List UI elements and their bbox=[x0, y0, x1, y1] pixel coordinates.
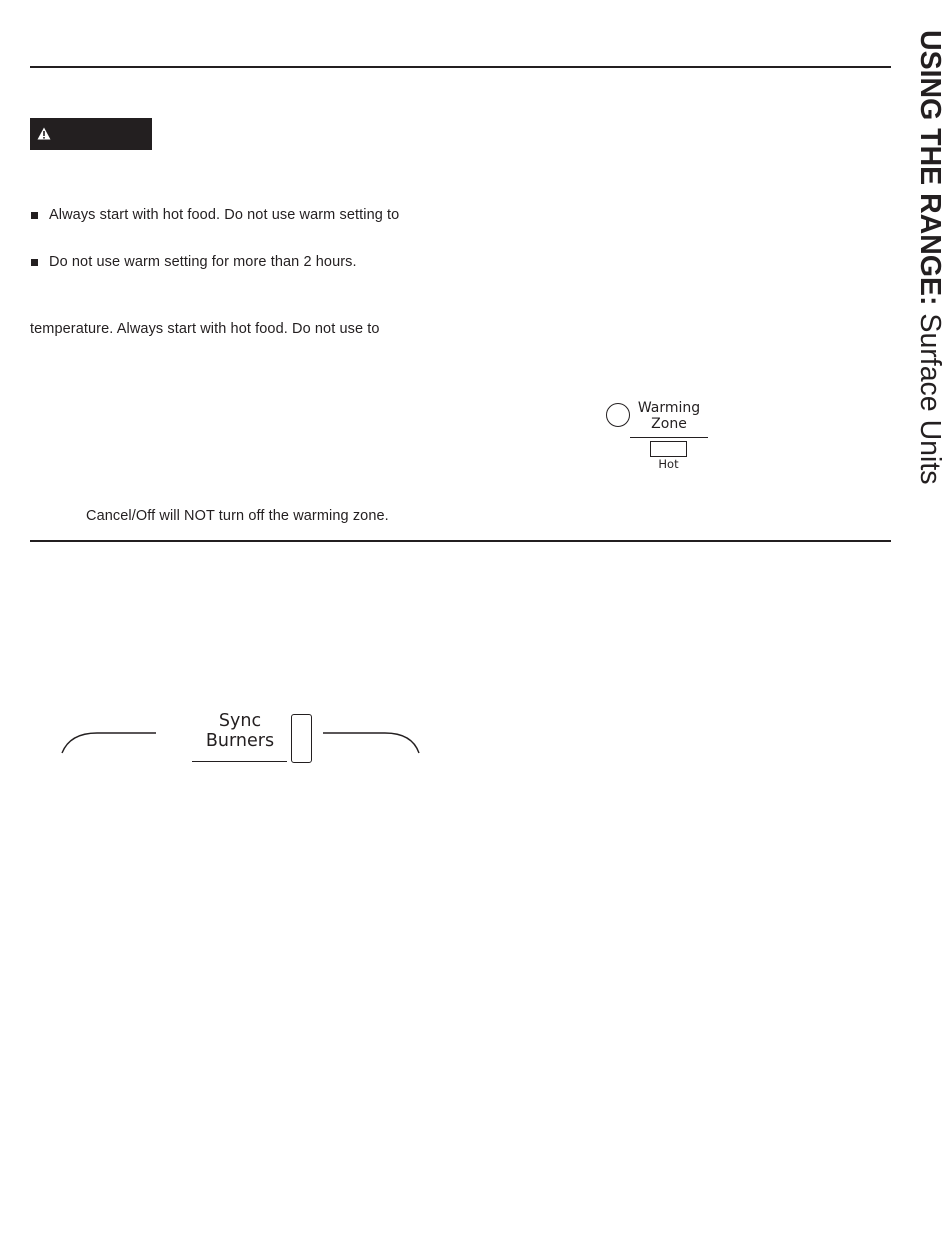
warming-zone-control-illustration bbox=[600, 398, 715, 478]
cancel-note: Cancel/Off will NOT turn off the warming zone. bbox=[86, 508, 389, 524]
bullet-square-icon bbox=[31, 212, 38, 219]
warming-zone-indicator-light bbox=[650, 441, 687, 457]
sync-burners-control-illustration bbox=[55, 705, 425, 775]
warming-zone-indicator-circle bbox=[606, 403, 630, 427]
warming-zone-underline bbox=[630, 437, 708, 438]
sync-burners-underline bbox=[192, 761, 287, 762]
sync-burners-label bbox=[190, 711, 290, 751]
warning-triangle-icon bbox=[37, 127, 51, 140]
warming-zone-label bbox=[632, 400, 706, 432]
side-section-title bbox=[914, 30, 946, 590]
warming-zone-label-line2: Zone bbox=[651, 416, 687, 432]
section-divider bbox=[30, 540, 891, 542]
warming-zone-label-line1: Warming bbox=[637, 400, 701, 416]
sync-burners-label-line2: Burners bbox=[205, 731, 275, 751]
body-paragraph: temperature. Always start with hot food. Do not use to bbox=[30, 321, 380, 337]
bullet-square-icon bbox=[31, 259, 38, 266]
bullet-item: Do not use warm setting for more than 2 hours. bbox=[49, 254, 357, 270]
side-title-bold: USING THE RANGE: bbox=[914, 30, 946, 306]
sync-burners-key bbox=[291, 714, 312, 763]
top-divider bbox=[30, 66, 891, 68]
bullet-item: Always start with hot food. Do not use warm setting to bbox=[49, 207, 400, 223]
sync-burners-label-line1: Sync bbox=[218, 711, 262, 731]
warming-zone-hot-label: Hot bbox=[658, 457, 679, 471]
side-title-regular: Surface Units bbox=[914, 305, 946, 485]
warning-banner bbox=[30, 118, 152, 150]
